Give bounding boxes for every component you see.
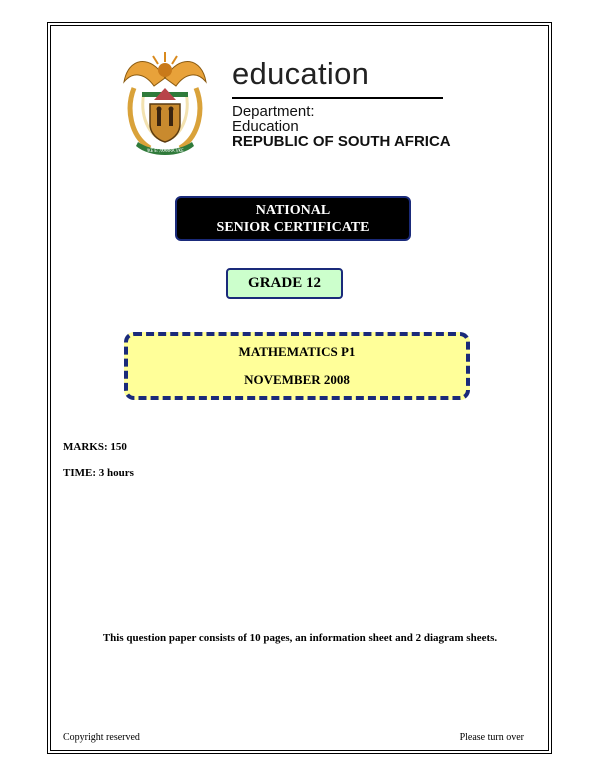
paper-contents-notice: This question paper consists of 10 pages, an information sheet and 2 diagram sheets. — [102, 632, 498, 644]
turn-over-footer: Please turn over — [459, 732, 524, 743]
certificate-title-box — [175, 196, 411, 241]
subject-title: MATHEMATICS P1 — [238, 344, 356, 359]
marks-info: MARKS: 150 — [63, 441, 127, 453]
department-name: Education — [232, 118, 299, 135]
grade-label: GRADE 12 — [248, 275, 321, 291]
copyright-footer: Copyright reserved — [63, 732, 140, 743]
subject-box — [124, 332, 470, 400]
brand-wordmark: education — [232, 56, 370, 91]
certificate-title-line2: SENIOR CERTIFICATE — [216, 219, 370, 235]
certificate-title-line1: NATIONAL — [255, 202, 331, 218]
country-name: REPUBLIC OF SOUTH AFRICA — [232, 133, 451, 150]
department-label: Department: — [232, 103, 315, 120]
exam-session: NOVEMBER 2008 — [244, 372, 350, 387]
brand-underline — [232, 97, 443, 99]
grade-box — [226, 268, 343, 299]
coat-of-arms-logo — [120, 48, 210, 158]
time-info: TIME: 3 hours — [63, 467, 134, 479]
svg-text:!KE E: /XARRA //KE: !KE E: /XARRA //KE — [146, 148, 184, 153]
